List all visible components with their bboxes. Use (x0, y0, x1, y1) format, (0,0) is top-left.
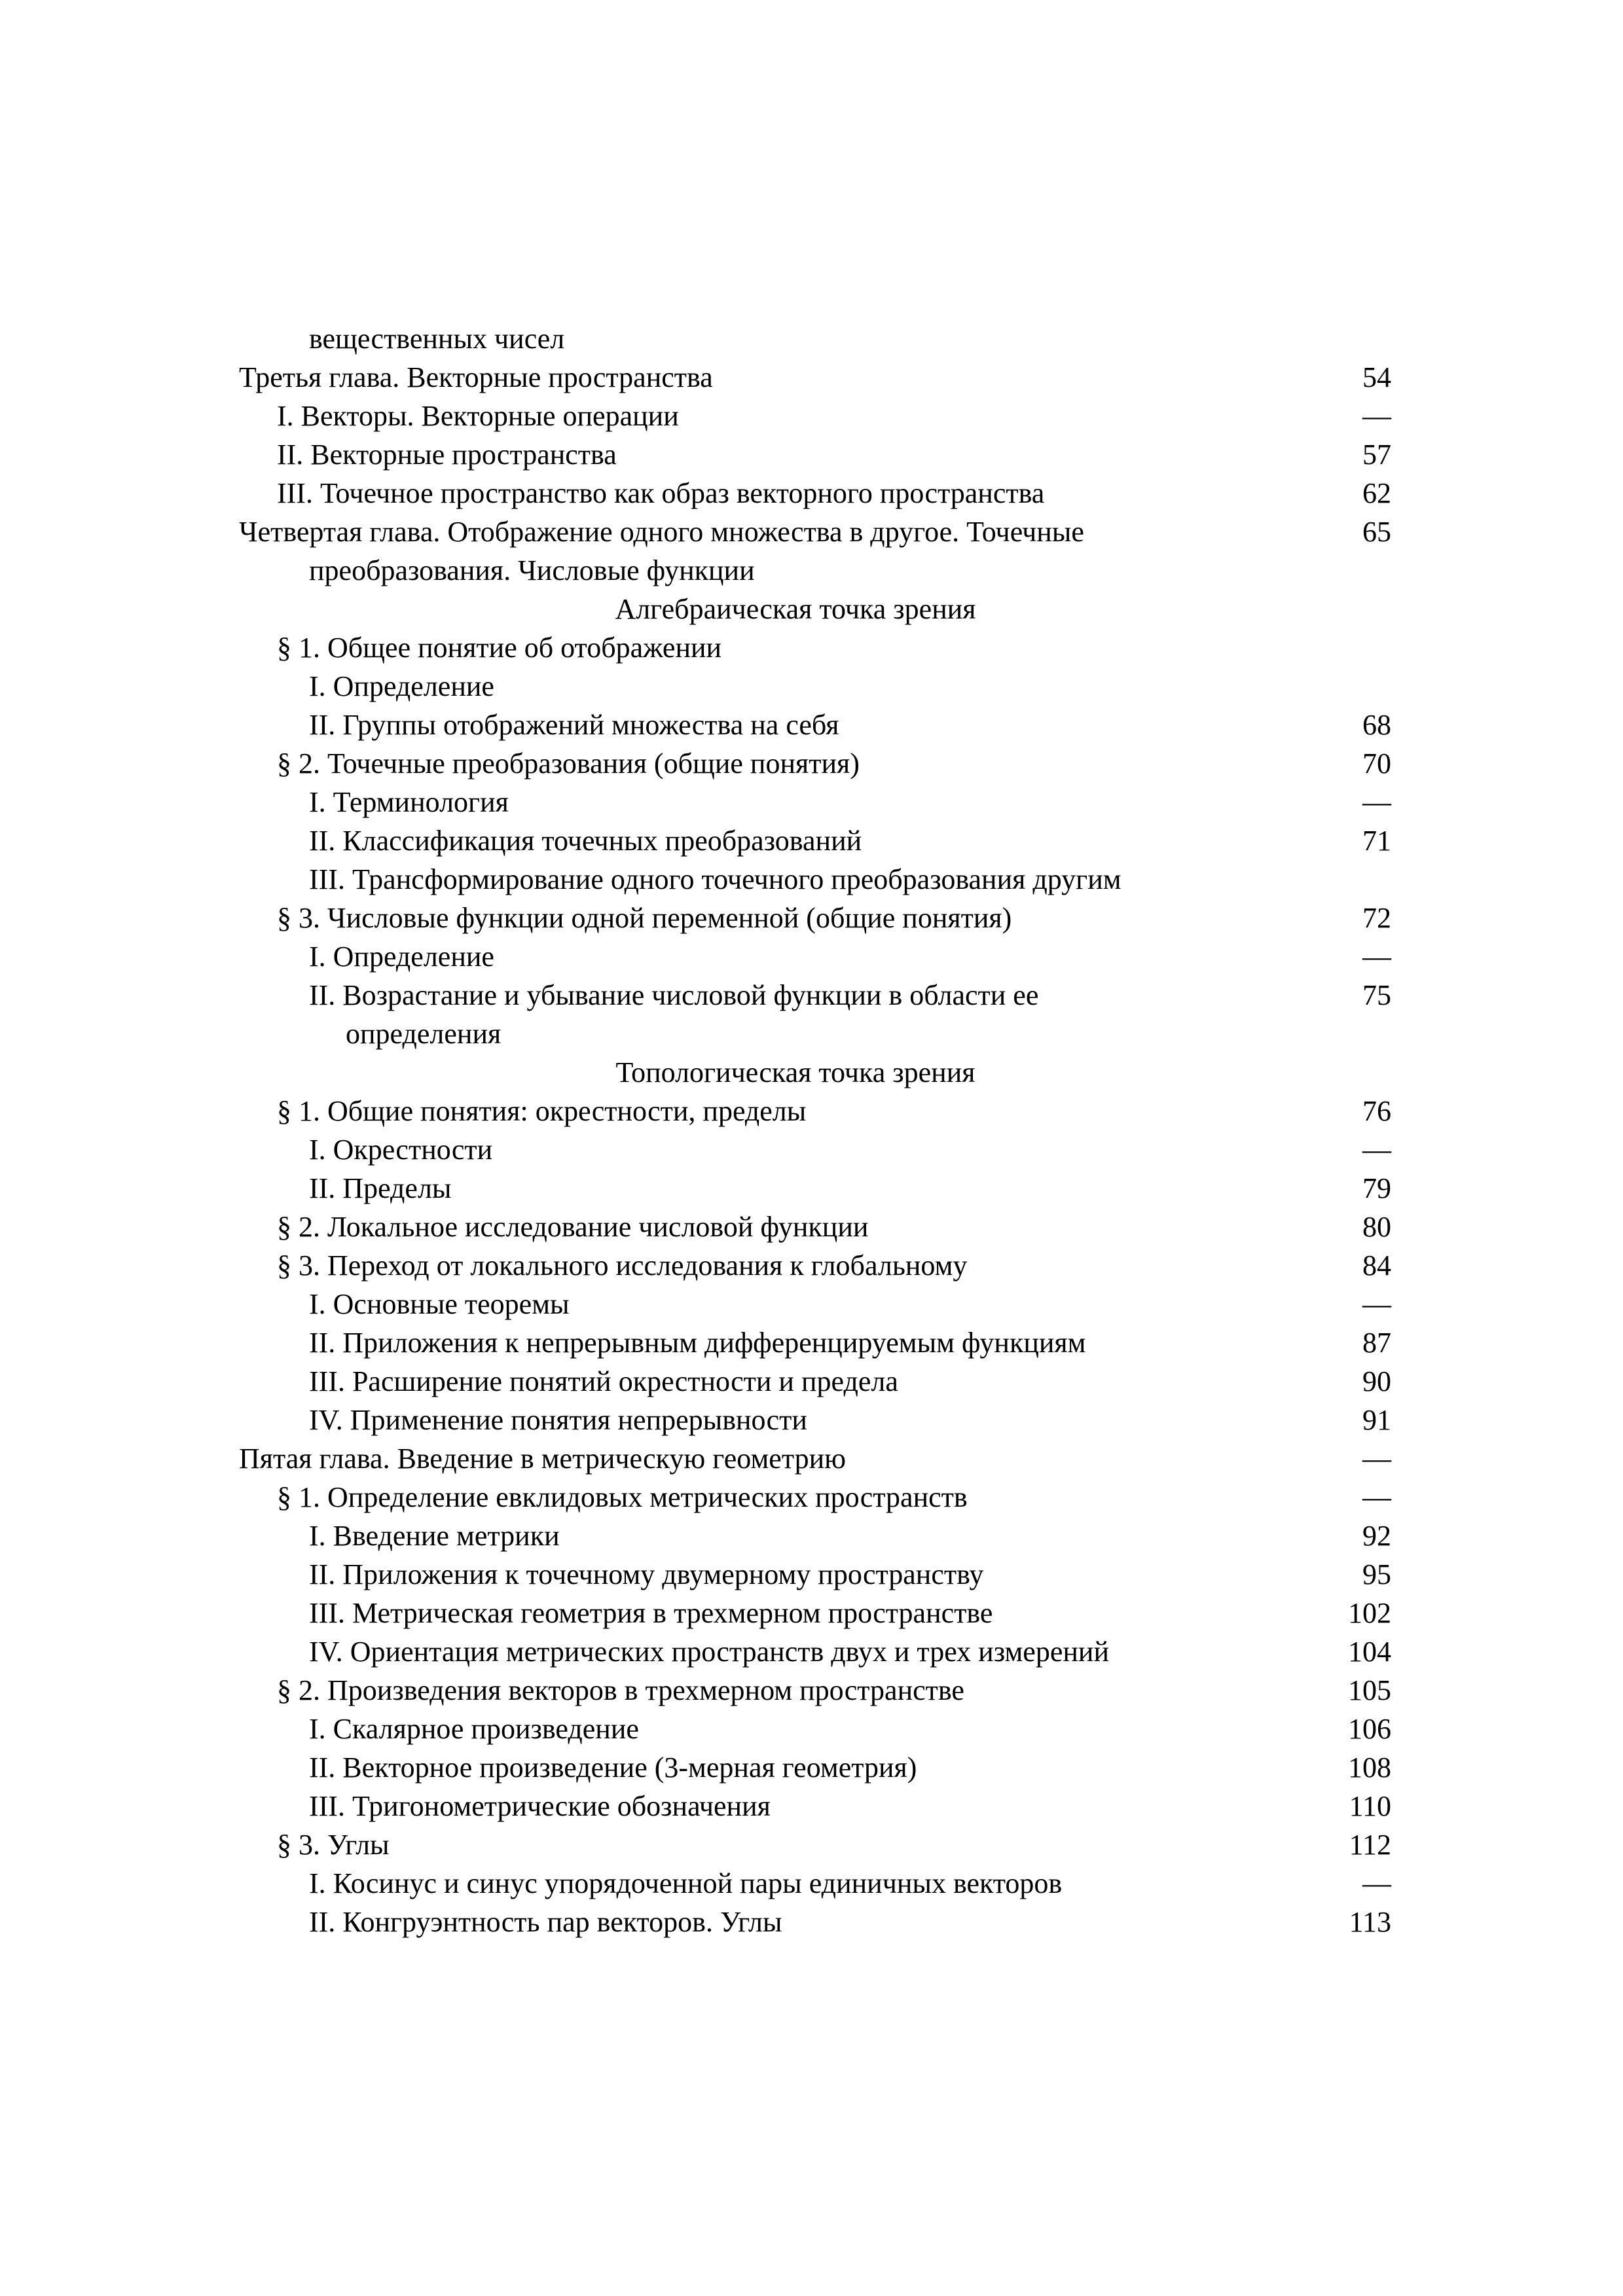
toc-page-number: 92 (1362, 1520, 1391, 1552)
toc-page-number: 75 (1362, 979, 1391, 1011)
toc-part-heading (239, 1053, 1391, 1092)
toc-subsection (239, 937, 1391, 976)
toc-chapter (239, 512, 1391, 590)
toc-section (239, 899, 1391, 937)
toc-page-number: — (1362, 400, 1391, 432)
toc-page-number: — (1362, 1867, 1391, 1899)
toc-subsection (239, 667, 1391, 706)
toc-subsection (239, 1169, 1391, 1208)
toc-subsection (239, 1903, 1391, 1941)
toc-entry-title: II. Конгруэнтность пар векторов. Углы (309, 1906, 782, 1938)
toc-page-number: 104 (1348, 1636, 1391, 1668)
toc-entry-title: § 1. Определение евклидовых метрических пространств (277, 1481, 968, 1513)
toc-page-number: 79 (1362, 1172, 1391, 1204)
toc-subsection (239, 821, 1391, 860)
toc-page-number: — (1362, 941, 1391, 973)
toc-entry-title: § 1. Общее понятие об отображении (277, 632, 722, 664)
toc-page-number: 90 (1362, 1365, 1391, 1397)
toc-page-number: 62 (1362, 477, 1391, 509)
toc-entry-title: II. Векторные пространства (277, 439, 617, 471)
toc-subsection (239, 1632, 1391, 1671)
toc-page-number: — (1362, 1134, 1391, 1166)
toc-section (239, 1825, 1391, 1864)
toc-entry-title: I. Окрестности (309, 1134, 493, 1166)
toc-page-number: 57 (1362, 439, 1391, 471)
toc-subsection (239, 1555, 1391, 1594)
toc-entry-title: II. Группы отображений множества на себя (309, 709, 839, 741)
toc-chapter (239, 1439, 1391, 1478)
toc-part-title: Алгебраическая точка зрения (615, 593, 976, 625)
toc-entry-title: II. Приложения к непрерывным дифференцируемым функциям (309, 1327, 1086, 1359)
toc-entry-title: I. Определение (309, 670, 494, 702)
toc-section (239, 628, 1391, 667)
toc-entry-title: I. Терминология (309, 786, 509, 818)
toc-entry-title: III. Расширение понятий окрестности и предела (309, 1365, 898, 1397)
toc-page-number: 106 (1348, 1713, 1391, 1745)
toc-page-number: — (1362, 1481, 1391, 1513)
toc-entry-title: II. Приложения к точечному двумерному пространству (309, 1558, 984, 1590)
toc-part-heading (239, 590, 1391, 628)
toc-page-number: 68 (1362, 709, 1391, 741)
toc-page-number: 76 (1362, 1095, 1391, 1127)
toc-entry-title: § 3. Углы (277, 1829, 390, 1861)
table-of-contents (239, 319, 1391, 1941)
toc-entry-title: I. Введение метрики (309, 1520, 560, 1552)
toc-page-number: 108 (1348, 1751, 1391, 1784)
toc-subsection (239, 474, 1391, 512)
toc-page-number: 105 (1348, 1674, 1391, 1706)
toc-entry-title: § 2. Произведения векторов в трехмерном пространстве (277, 1674, 964, 1706)
toc-entry-title: § 3. Переход от локального исследования к глобальному (277, 1249, 968, 1282)
toc-page-number: 87 (1362, 1327, 1391, 1359)
toc-page-number: 84 (1362, 1249, 1391, 1282)
toc-part-title: Топологическая точка зрения (615, 1056, 976, 1088)
toc-subsection (239, 706, 1391, 744)
toc-subsection (239, 435, 1391, 474)
toc-page-number: 95 (1362, 1558, 1391, 1590)
toc-entry-continuation (239, 319, 1391, 358)
toc-entry-title: III. Точечное пространство как образ векторного пространства (277, 477, 1045, 509)
toc-entry-title: I. Косинус и синус упорядоченной пары единичных векторов (309, 1867, 1063, 1899)
toc-subsection (239, 1285, 1391, 1323)
toc-section (239, 1478, 1391, 1516)
toc-subsection (239, 397, 1391, 435)
toc-subsection (239, 1864, 1391, 1903)
toc-page-number: 71 (1362, 825, 1391, 857)
toc-page-number: — (1362, 1288, 1391, 1320)
toc-subsection (239, 1401, 1391, 1439)
toc-section (239, 1246, 1391, 1285)
toc-entry-title-continuation: преобразования. Числовые функции (309, 554, 755, 586)
toc-page-number: 113 (1349, 1906, 1391, 1938)
toc-chapter (239, 358, 1391, 397)
toc-page-number: 110 (1349, 1790, 1391, 1822)
toc-section (239, 1092, 1391, 1130)
toc-subsection (239, 1748, 1391, 1787)
toc-entry-title: Четвертая глава. Отображение одного множества в другое. Точечные (239, 516, 1084, 548)
toc-subsection (239, 783, 1391, 821)
toc-entry-title: I. Векторы. Векторные операции (277, 400, 679, 432)
toc-subsection (239, 976, 1391, 1053)
toc-page-number: — (1362, 786, 1391, 818)
toc-subsection (239, 1594, 1391, 1632)
toc-entry-title: § 3. Числовые функции одной переменной (общие понятия) (277, 902, 1012, 934)
toc-page-number: 54 (1362, 361, 1391, 393)
toc-entry-title: Третья глава. Векторные пространства (239, 361, 713, 393)
toc-entry-title: III. Трансформирование одного точечного преобразования другим (309, 863, 1122, 895)
toc-page-number: 112 (1349, 1829, 1391, 1861)
toc-page-number: 91 (1362, 1404, 1391, 1436)
toc-entry-title: § 2. Локальное исследование числовой функции (277, 1211, 869, 1243)
toc-subsection (239, 1710, 1391, 1748)
toc-page-number: 70 (1362, 747, 1391, 780)
toc-entry-title: вещественных чисел (309, 323, 565, 355)
toc-section (239, 1208, 1391, 1246)
toc-page-number: 65 (1362, 516, 1391, 548)
toc-subsection (239, 1130, 1391, 1169)
toc-entry-title: III. Тригонометрические обозначения (309, 1790, 771, 1822)
toc-entry-title: I. Определение (309, 941, 494, 973)
toc-entry-title: IV. Применение понятия непрерывности (309, 1404, 807, 1436)
toc-subsection (239, 1787, 1391, 1825)
toc-subsection (239, 1323, 1391, 1362)
toc-entry-title: § 1. Общие понятия: окрестности, пределы (277, 1095, 807, 1127)
toc-entry-title: Пятая глава. Введение в метрическую геометрию (239, 1443, 847, 1475)
toc-entry-title-continuation: определения (346, 1018, 501, 1050)
toc-subsection (239, 1362, 1391, 1401)
toc-entry-title: § 2. Точечные преобразования (общие понятия) (277, 747, 860, 780)
toc-page-number: 80 (1362, 1211, 1391, 1243)
toc-subsection (239, 1516, 1391, 1555)
toc-entry-title: I. Скалярное произведение (309, 1713, 639, 1745)
toc-page-number: 102 (1348, 1597, 1391, 1629)
toc-entry-title: II. Возрастание и убывание числовой функции в области ее (309, 979, 1039, 1011)
toc-entry-title: II. Классификация точечных преобразований (309, 825, 862, 857)
toc-page-number: 72 (1362, 902, 1391, 934)
toc-section (239, 1671, 1391, 1710)
toc-entry-title: II. Пределы (309, 1172, 452, 1204)
toc-entry-title: IV. Ориентация метрических пространств двух и трех измерений (309, 1636, 1109, 1668)
toc-section (239, 744, 1391, 783)
toc-entry-title: II. Векторное произведение (3-мерная геометрия) (309, 1751, 917, 1784)
toc-entry-title: I. Основные теоремы (309, 1288, 570, 1320)
toc-page-number: — (1362, 1443, 1391, 1475)
toc-entry-title: III. Метрическая геометрия в трехмерном пространстве (309, 1597, 993, 1629)
toc-subsection (239, 860, 1391, 899)
